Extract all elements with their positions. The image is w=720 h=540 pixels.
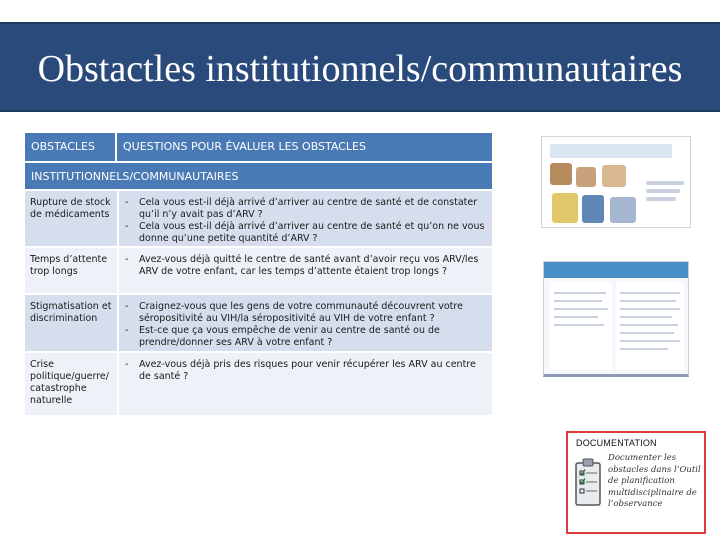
header-questions: QUESTIONS POUR ÉVALUER LES OBSTACLES	[117, 133, 492, 161]
form-line	[620, 332, 674, 334]
header-obstacles: OBSTACLES	[25, 133, 117, 161]
table-row	[25, 246, 492, 293]
documentation-box	[566, 431, 706, 534]
form-line	[620, 348, 668, 350]
illustration-figure	[552, 193, 578, 223]
question-item: - Cela vous est-il déjà arrivé d’arriver au centre de santé et de constater qu’il n’y avait pas d’ARV ?	[125, 197, 478, 220]
clipboard-icon	[574, 457, 602, 509]
form-line	[620, 316, 672, 318]
question-item: - Avez-vous déjà pris des risques pour venir récupérer les ARV au centre de santé ?	[125, 359, 476, 382]
form-line	[620, 324, 678, 326]
form-page-thumbnail	[543, 261, 689, 377]
illustration-figure	[582, 195, 604, 223]
obstacle-cell: Rupture de stock de médicaments	[25, 191, 119, 246]
illustration-figure	[646, 189, 680, 193]
form-line	[554, 300, 602, 302]
question-item: - Craignez-vous que les gens de votre communauté découvrent votre séropositivité au VIH/la séropositivité au VIH de votre enfant ?	[125, 301, 463, 324]
illustration-figure	[602, 165, 626, 187]
obstacle-cell: Stigmatisation et discrimination	[25, 295, 119, 351]
questions-cell	[119, 248, 492, 293]
table-row	[25, 189, 492, 246]
obstacle-cell: Temps d’attente trop longs	[25, 248, 119, 293]
table-header-row	[25, 133, 492, 161]
illustration-figure	[646, 181, 684, 185]
questions-cell	[119, 295, 492, 351]
obstacles-table	[25, 133, 492, 415]
illustration-figure	[610, 197, 636, 223]
documentation-title: DOCUMENTATION	[576, 438, 657, 448]
documentation-text: Documenter les obstacles dans l’Outil de planification multidisciplinaire de l’observance	[608, 453, 701, 510]
obstacle-cell: Crise politique/guerre/ catastrophe naturelle	[25, 353, 119, 415]
form-line	[554, 308, 608, 310]
section-header: INSTITUTIONNELS/COMMUNAUTAIRES	[25, 161, 492, 189]
table-row	[25, 351, 492, 415]
form-column	[616, 282, 684, 370]
question-item: - Avez-vous déjà quitté le centre de santé avant d’avoir reçu vos ARV/les ARV de votre enfant, car les temps d’attente étaient trop longs ?	[125, 254, 479, 277]
tool-page-thumbnail	[541, 136, 691, 228]
table-row	[25, 293, 492, 351]
thumbnail-header	[550, 144, 672, 158]
form-column	[550, 282, 612, 370]
question-item: - Est-ce que ça vous empêche de venir au centre de santé ou de prendre/donner ses ARV à votre enfant ?	[125, 325, 440, 348]
illustration-figure	[550, 163, 572, 185]
form-line	[620, 308, 680, 310]
form-line	[620, 340, 680, 342]
page-title: Obstactles institutionnels/communautaires	[37, 48, 683, 90]
form-header-band	[544, 262, 688, 278]
illustration-figure	[576, 167, 596, 187]
question-item: - Cela vous est-il déjà arrivé d’arriver au centre de santé et qu’on ne vous donne qu’une petite quantité d’ARV ?	[125, 221, 485, 244]
form-line	[620, 292, 680, 294]
form-line	[620, 300, 676, 302]
form-line	[554, 316, 598, 318]
questions-cell	[119, 191, 492, 246]
form-line	[554, 292, 606, 294]
form-line	[554, 324, 604, 326]
illustration-figure	[646, 197, 676, 201]
questions-cell	[119, 353, 492, 415]
